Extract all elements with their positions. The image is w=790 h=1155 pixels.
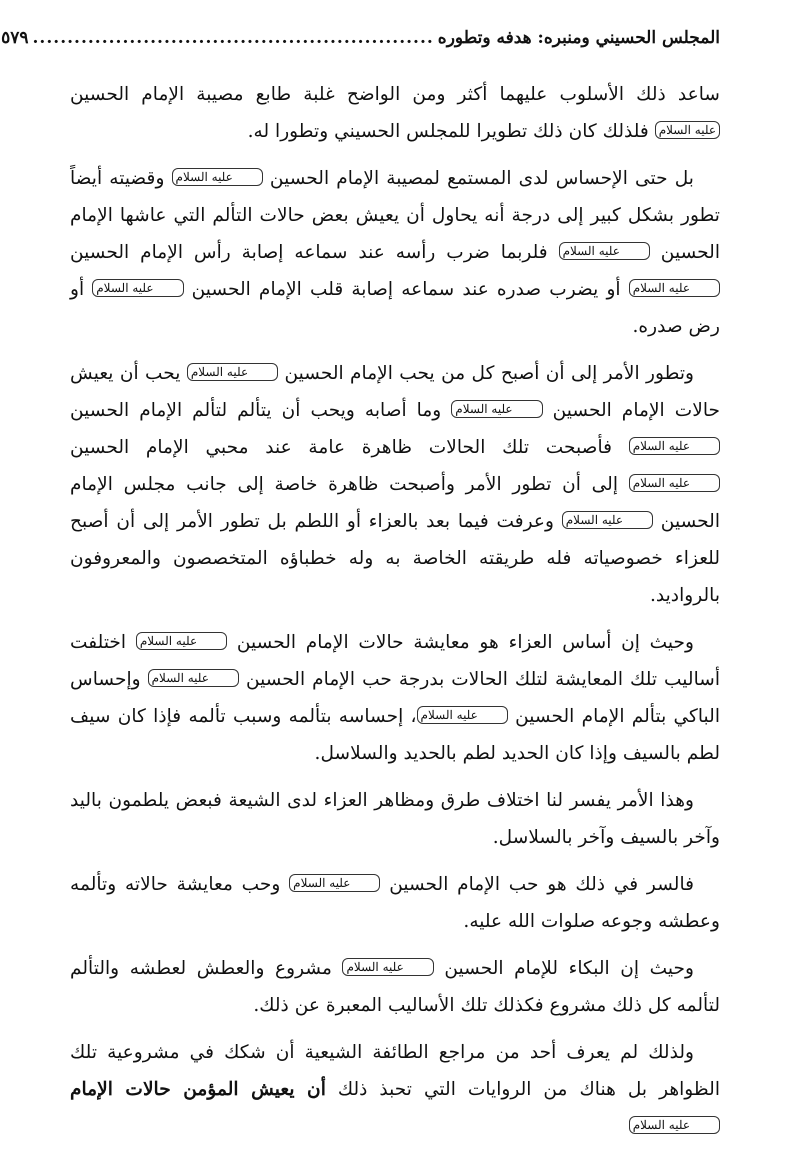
text-run: مشروع والعطش لعطشه والتألم لتألمه كل ذلك مشروع فكذلك تلك الأساليب المعبرة عن ذلك.: [70, 958, 720, 1016]
honorific-icon: عليه السلام: [629, 437, 720, 455]
text-run: وقضيته أيضاً تطور بشكل كبير إلى درجة أنه يحاول أن يعيش بعض حالات التألم التي عاشها الإمام الحسين: [70, 168, 720, 263]
paragraph-7: [70, 950, 720, 1024]
honorific-icon: عليه السلام: [629, 1116, 720, 1134]
paragraph-3: [70, 355, 720, 614]
text-run: فلذلك كان ذلك تطويرا للمجلس الحسيني وتطورا له.: [247, 121, 655, 142]
honorific-icon: عليه السلام: [172, 168, 263, 186]
honorific-icon: عليه السلام: [629, 279, 720, 297]
text-run: فالسر في ذلك هو حب الإمام الحسين: [380, 874, 694, 895]
paragraph-6: [70, 866, 720, 940]
text-run: إلى أن تطور الأمر وأصبحت ظاهرة خاصة إلى جانب مجلس الإمام الحسين: [70, 474, 720, 532]
honorific-icon: عليه السلام: [148, 669, 239, 687]
honorific-icon: عليه السلام: [562, 511, 653, 529]
text-run: أو رض صدره.: [70, 279, 720, 337]
text-run: ساعد ذلك الأسلوب عليهما أكثر ومن الواضح غلبة طابع مصيبة الإمام الحسين: [70, 84, 720, 105]
paragraph-4: [70, 624, 720, 772]
text-run: أو يضرب صدره عند سماعه إصابة قلب الإمام الحسين: [183, 279, 629, 300]
running-header: [1, 28, 720, 58]
honorific-icon: عليه السلام: [417, 706, 508, 724]
text-run: وحب معايشة حالاته وتألمه وعطشه وجوعه صلوات الله عليه.: [70, 874, 720, 932]
text-run: يحب أن يعيش حالات الإمام الحسين: [70, 363, 721, 421]
honorific-icon: عليه السلام: [289, 874, 380, 892]
text-run: اختلفت أساليب تلك المعايشة لتلك الحالات بدرجة حب الإمام الحسين: [70, 632, 720, 690]
running-title: المجلس الحسيني ومنبره: هدفه وتطوره: [437, 28, 720, 48]
text-run: بل حتى الإحساس لدى المستمع لمصيبة الإمام الحسين: [262, 168, 694, 189]
honorific-icon: عليه السلام: [136, 632, 227, 650]
leader-dots: ..........................................................: [32, 28, 434, 48]
text-run: فلربما ضرب رأسه عند سماعه إصابة رأس الإمام الحسين: [70, 242, 559, 263]
honorific-icon: عليه السلام: [342, 958, 433, 976]
honorific-icon: عليه السلام: [187, 363, 278, 381]
paragraph-5: [70, 782, 720, 856]
bold-text-run: أن يعيش المؤمن حالات الإمام: [70, 1079, 326, 1100]
honorific-icon: عليه السلام: [451, 400, 542, 418]
page-body: [70, 76, 720, 1145]
text-run: ولذلك لم يعرف أحد من مراجع الطائفة الشيعية أن شكك في مشروعية تلك الظواهر بل هناك من الروايات التي تحبذ ذلك: [70, 1042, 720, 1100]
honorific-icon: عليه السلام: [559, 242, 650, 260]
paragraph-2: [70, 160, 720, 345]
text-run: وما أصابه ويحب أن يتألم لتألم الإمام الحسين: [70, 400, 452, 421]
honorific-icon: عليه السلام: [655, 121, 720, 139]
text-run: فأصبحت تلك الحالات ظاهرة عامة عند محبي الإمام الحسين: [70, 437, 629, 458]
text-run: وتطور الأمر إلى أن أصبح كل من يحب الإمام الحسين: [278, 363, 694, 384]
honorific-icon: عليه السلام: [92, 279, 183, 297]
paragraph-8: [70, 1034, 720, 1145]
text-run: ، إحساسه بتألمه وسبب تألمه فإذا كان سيف لطم بالسيف وإذا كان الحديد لطم بالحديد والسلاسل.: [70, 706, 720, 764]
book-page: [1, 28, 721, 1155]
honorific-icon: عليه السلام: [629, 474, 720, 492]
text-run: وهذا الأمر يفسر لنا اختلاف طرق ومظاهر العزاء لدى الشيعة فبعض يلطمون باليد وآخر بالسيف وآخر بالسلاسل.: [70, 790, 720, 848]
text-run: وعرفت فيما بعد بالعزاء أو اللطم بل تطور الأمر إلى أن أصبح للعزاء خصوصياته فله طريقته الخاصة به وله خطباؤه المتخصصون والمعروفون بالرواديد.: [70, 511, 720, 606]
paragraph-1: [70, 76, 720, 150]
page-number: ٥٧٩: [1, 28, 29, 48]
text-run: وحيث إن أساس العزاء هو معايشة حالات الإمام الحسين: [227, 632, 694, 653]
text-run: وإحساس الباكي بتألم الإمام الحسين: [70, 669, 720, 727]
text-run: وحيث إن البكاء للإمام الحسين: [433, 958, 694, 979]
